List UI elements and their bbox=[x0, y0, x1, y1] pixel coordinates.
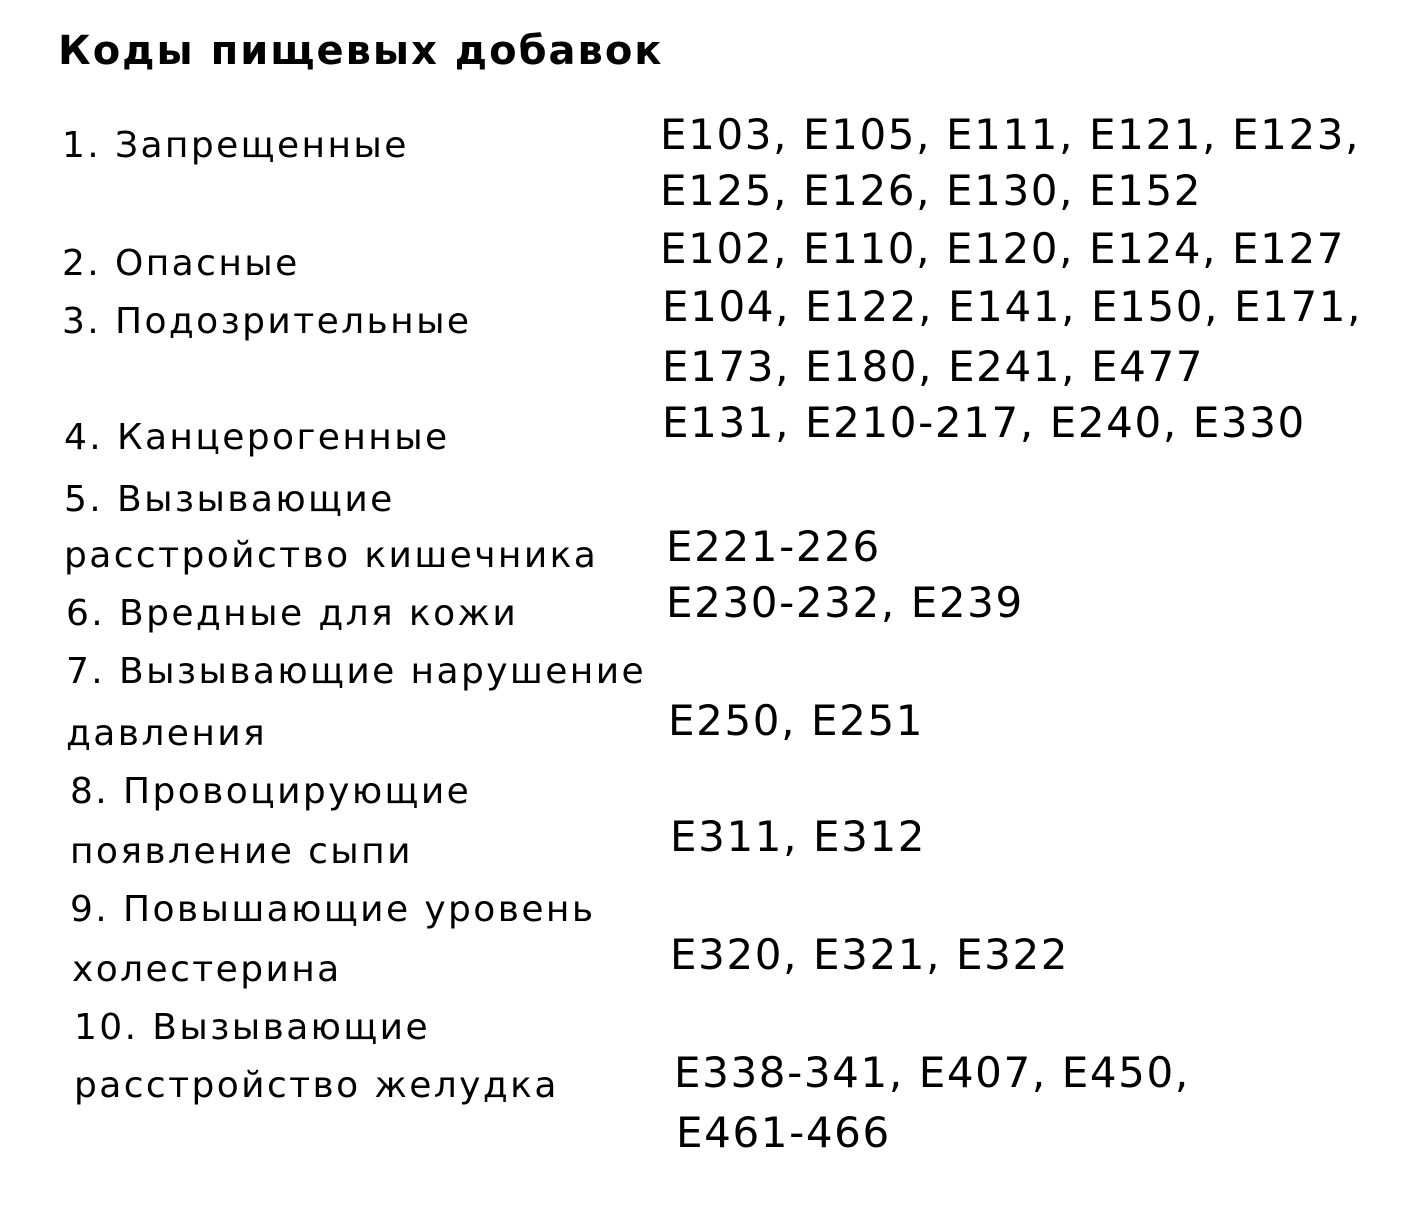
category-5-label-line-1: 5. Вызывающие bbox=[64, 479, 395, 520]
category-2-label: 2. Опасные bbox=[62, 243, 300, 284]
category-1-codes-line-2: Е125, Е126, Е130, Е152 bbox=[660, 166, 1203, 215]
category-4-codes: Е131, Е210-217, Е240, Е330 bbox=[662, 398, 1306, 447]
category-10-codes-line-2: Е461-466 bbox=[676, 1108, 891, 1157]
category-6-codes: Е230-232, Е239 bbox=[666, 578, 1024, 627]
category-10-label-line-1: 10. Вызывающие bbox=[74, 1007, 431, 1048]
category-3-label: 3. Подозрительные bbox=[62, 301, 472, 342]
category-10-label-line-2: расстройство желудка bbox=[74, 1065, 559, 1106]
category-7-label-line-2: давления bbox=[66, 713, 268, 754]
category-5-codes: Е221-226 bbox=[666, 522, 881, 571]
category-1-label: 1. Запрещенные bbox=[62, 125, 409, 166]
category-9-codes: Е320, Е321, Е322 bbox=[670, 930, 1070, 979]
page-title: Коды пищевых добавок bbox=[58, 28, 664, 74]
category-3-codes-line-2: Е173, Е180, Е241, Е477 bbox=[662, 342, 1205, 391]
category-7-label-line-1: 7. Вызывающие нарушение bbox=[66, 651, 647, 692]
category-3-codes-line-1: Е104, Е122, Е141, Е150, Е171, bbox=[662, 282, 1363, 331]
category-7-codes: Е250, Е251 bbox=[668, 696, 925, 745]
category-10-codes-line-1: Е338-341, Е407, Е450, bbox=[674, 1048, 1190, 1097]
category-9-label-line-1: 9. Повышающие уровень bbox=[70, 889, 596, 930]
category-8-label-line-2: появление сыпи bbox=[70, 831, 413, 872]
category-4-label: 4. Канцерогенные bbox=[64, 417, 450, 458]
category-9-label-line-2: холестерина bbox=[72, 949, 342, 990]
category-1-codes-line-1: Е103, Е105, Е111, Е121, Е123, bbox=[660, 110, 1361, 159]
category-8-label-line-1: 8. Провоцирующие bbox=[70, 771, 472, 812]
category-2-codes: Е102, Е110, Е120, Е124, Е127 bbox=[660, 224, 1346, 273]
category-6-label: 6. Вредные для кожи bbox=[66, 593, 519, 634]
category-8-codes: Е311, Е312 bbox=[670, 812, 927, 861]
category-5-label-line-2: расстройство кишечника bbox=[64, 535, 599, 576]
